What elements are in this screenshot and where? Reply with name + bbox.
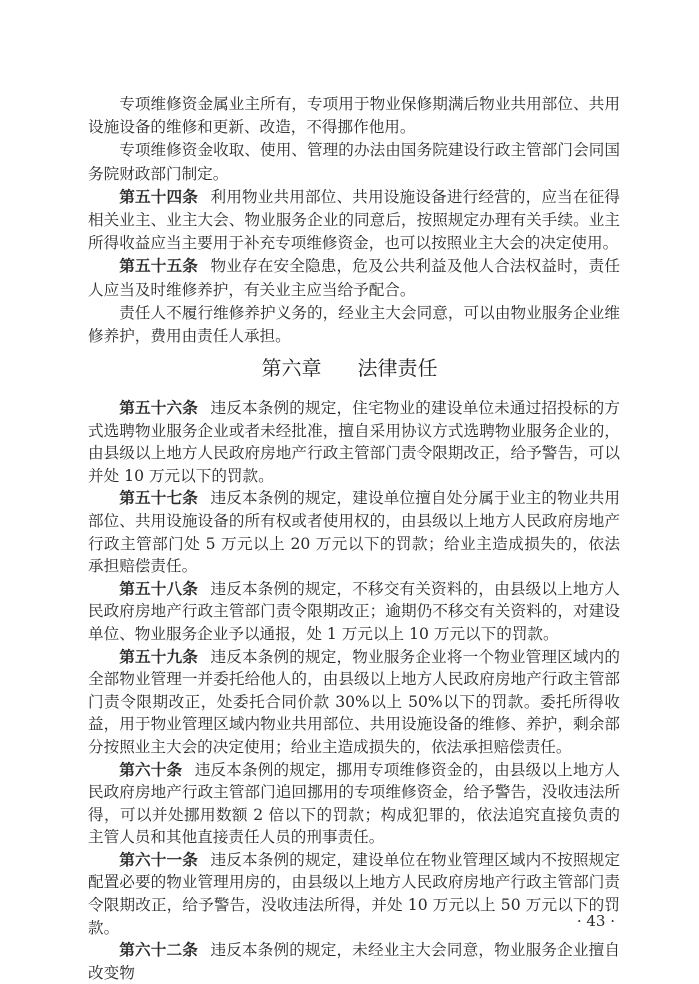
- article-paragraph: [88, 578, 620, 646]
- page-number: · 43 ·: [576, 912, 615, 930]
- paragraph: [88, 139, 620, 185]
- paragraph-text: 违反本条例的规定，不移交有关资料的，由县级以上地方人民政府房地产行政主管部门责令限期改正；逾期仍不移交有关资料的，对建设单位、物业服务企业予以通报，处 1 万元以上 10 万元以下的罚款。: [88, 579, 620, 643]
- paragraph-text: 违反本条例的规定，建设单位在物业管理区域内不按照规定配置必要的物业管理用房的，由县级以上地方人民政府房地产行政主管部门责令限期改正，给予警告，没收违法所得，并处 10 万元以上 50 万元以下的罚款。: [88, 850, 620, 937]
- paragraph-text: 责任人不履行维修养护义务的，经业主大会同意，可以由物业服务企业维修养护，费用由责任人承担。: [88, 303, 620, 346]
- chapter-title: 法律责任: [357, 356, 438, 380]
- article-number: 第五十六条: [119, 399, 198, 417]
- paragraph-text: 专项维修资金收取、使用、管理的办法由国务院建设行政主管部门会同国务院财政部门制定。: [88, 141, 620, 183]
- article-paragraph: [88, 255, 620, 301]
- article-paragraph: [88, 849, 620, 939]
- article-number: 第五十七条: [119, 489, 198, 508]
- article-paragraph: [88, 487, 620, 577]
- article-number: 第五十八条: [119, 579, 198, 598]
- paragraph: [88, 302, 620, 348]
- article-paragraph: [88, 646, 620, 759]
- paragraph-text: 违反本条例的规定，住宅物业的建设单位未通过招投标的方式选聘物业服务企业或者未经批准，擅自采用协议方式选聘物业服务企业的，由县级以上地方人民政府房地产行政主管部门责令限期改正，给予警告，可以并处 10 万元以下的罚款。: [88, 399, 620, 485]
- bottom-text-block: [88, 397, 620, 984]
- chapter-number: 第六章: [261, 356, 322, 380]
- article-paragraph: [88, 397, 620, 487]
- article-number: 第五十九条: [119, 647, 198, 666]
- article-paragraph: [88, 759, 620, 849]
- chapter-heading: [0, 352, 699, 381]
- article-number: 第六十一条: [119, 850, 198, 869]
- paragraph: [88, 93, 620, 139]
- paragraph-text: 违反本条例的规定，挪用专项维修资金的，由县级以上地方人民政府房地产行政主管部门追回挪用的专项维修资金，给予警告，没收违法所得，可以并处挪用数额 2 倍以下的罚款；构成犯罪的，依法追究直接负责的主管人员和其他直接责任人员的刑事责任。: [88, 760, 620, 847]
- paragraph-text: 违反本条例的规定，未经业主大会同意，物业服务企业擅自改变物: [88, 941, 620, 982]
- article-number: 第六十条: [119, 760, 183, 779]
- article-number: 第六十二条: [119, 941, 198, 960]
- paragraph-text: 专项维修资金属业主所有，专项用于物业保修期满后物业共用部位、共用设施设备的维修和更新、改造，不得挪作他用。: [88, 95, 620, 137]
- top-text-block: [88, 93, 620, 348]
- article-number: 第五十五条: [119, 257, 198, 276]
- paragraph-text: 物业存在安全隐患，危及公共利益及他人合法权益时，责任人应当及时维修养护，有关业主应当给予配合。: [88, 257, 620, 299]
- article-number: 第五十四条: [119, 187, 198, 206]
- paragraph-text: 违反本条例的规定，建设单位擅自处分属于业主的物业共用部位、共用设施设备的所有权或者使用权的，由县级以上地方人民政府房地产行政主管部门处 5 万元以上 20 万元以下的罚款；给业主造成损失的，依法承担赔偿责任。: [88, 489, 620, 576]
- paragraph-text: 利用物业共用部位、共用设施设备进行经营的，应当在征得相关业主、业主大会、物业服务企业的同意后，按照规定办理有关手续。业主所得收益应当主要用于补充专项维修资金，也可以按照业主大会的决定使用。: [88, 187, 620, 253]
- paragraph-text: 违反本条例的规定，物业服务企业将一个物业管理区域内的全部物业管理一并委托给他人的，由县级以上地方人民政府房地产行政主管部门责令限期改正，处委托合同价款 30%以上 50%以下的罚款。委托所得收益，用于物业管理区域内物业共用部位、共用设施设备的维修、养护，剩余部分按照业主大会的决定使用；给业主造成损失的，依法承担赔偿责任。: [88, 647, 620, 756]
- article-paragraph: [88, 186, 620, 256]
- article-paragraph: [88, 939, 620, 984]
